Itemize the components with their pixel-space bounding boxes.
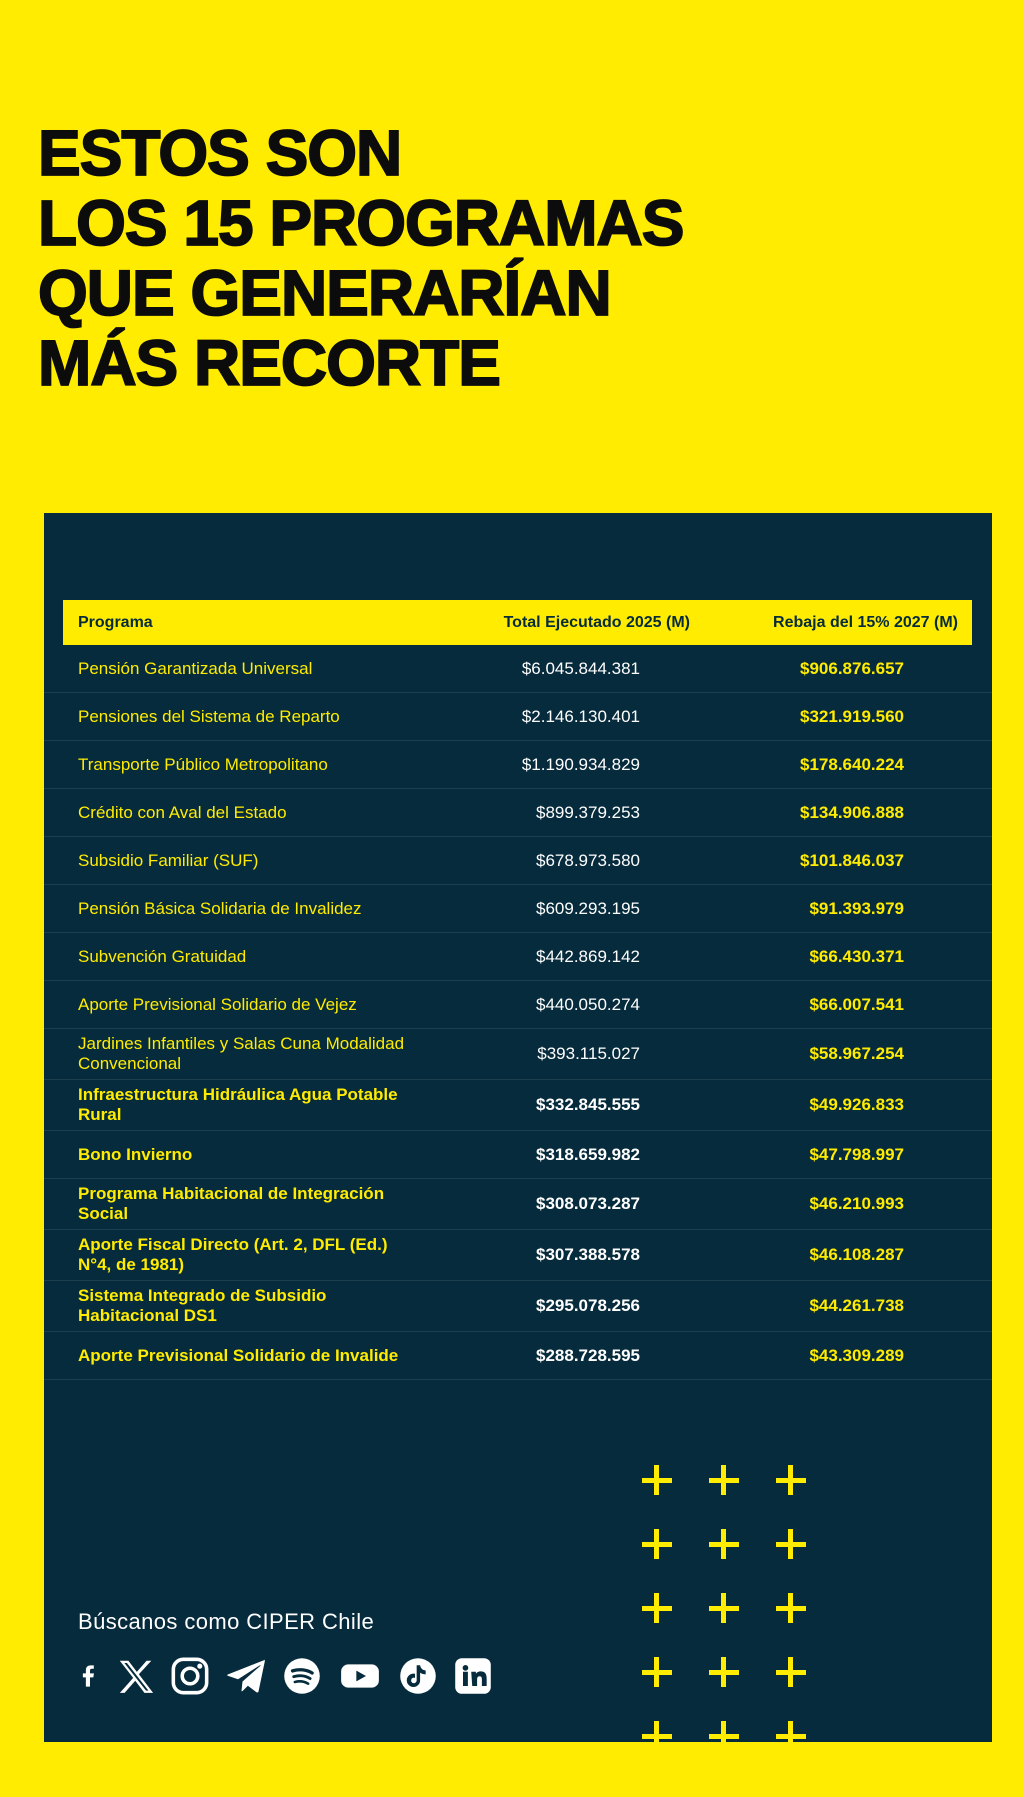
cell-rebaja: $91.393.979 [809,898,904,918]
facebook-icon[interactable] [78,1656,102,1696]
cell-ejecutado: $332.845.555 [536,1095,640,1114]
social-caption: Búscanos como CIPER Chile [78,1609,375,1634]
cell-programa: Subvención Gratuidad [78,946,247,966]
col-header-ejecutado: Total Ejecutado 2025 (M) [503,613,690,631]
table-header [63,600,972,645]
cell-rebaja: $46.210.993 [809,1194,904,1213]
cell-programa: Aporte Previsional Solidario de Vejez [78,994,357,1014]
plus-icon [776,1529,806,1559]
telegram-icon[interactable] [225,1655,267,1697]
table-row [44,789,992,837]
table-row [44,837,992,885]
plus-icon [776,1465,806,1495]
cell-programa: Aporte Previsional Solidario de Invalide [78,1345,399,1365]
table-row [44,1179,992,1230]
cell-rebaja: $66.007.541 [809,994,904,1014]
title-line: QUE GENERARÍAN [38,257,611,329]
table-row [44,1131,992,1179]
plus-icon [776,1593,806,1623]
table-row [44,1029,992,1080]
plus-icon [709,1529,739,1559]
plus-icon [709,1593,739,1623]
cell-ejecutado: $1.190.934.829 [521,754,640,774]
plus-icon [642,1593,672,1623]
cell-ejecutado: $6.045.844.381 [521,658,640,678]
plus-icon [642,1465,672,1495]
table-row [44,1230,992,1281]
social-icons-row [78,1655,493,1697]
title-line: LOS 15 PROGRAMAS [38,187,684,259]
cell-ejecutado: $308.073.287 [536,1194,640,1213]
cell-ejecutado: $393.115.027 [537,1044,640,1063]
plus-decoration [623,1448,824,1742]
cell-rebaja: $134.906.888 [800,802,904,822]
spotify-icon[interactable] [282,1656,322,1696]
title-line: MÁS RECORTE [38,327,500,399]
tiktok-icon[interactable] [398,1656,438,1696]
table-row [44,645,992,693]
table-row [44,1332,992,1380]
plus-icon [776,1657,806,1687]
table-panel [44,513,992,1742]
plus-icon [709,1657,739,1687]
cell-rebaja: $49.926.833 [809,1095,904,1114]
table-row [44,741,992,789]
cell-programa: Jardines Infantiles y Salas Cuna Modalidad Convencional [78,1034,405,1073]
footer [78,1609,493,1697]
cell-programa: Sistema Integrado de Subsidio Habitacional DS1 [78,1286,327,1325]
table-row [44,981,992,1029]
cell-rebaja: $58.967.254 [809,1044,904,1063]
table-row [44,885,992,933]
cell-ejecutado: $307.388.578 [536,1245,640,1264]
cell-rebaja: $66.430.371 [809,946,904,966]
cell-ejecutado: $440.050.274 [536,994,640,1014]
linkedin-icon[interactable] [453,1656,493,1696]
cell-ejecutado: $899.379.253 [536,802,640,822]
cell-rebaja: $321.919.560 [800,706,904,726]
cell-programa: Infraestructura Hidráulica Agua Potable Rural [78,1085,398,1124]
cell-programa: Subsidio Familiar (SUF) [78,850,259,870]
cell-rebaja: $46.108.287 [809,1245,904,1264]
table-row [44,1080,992,1131]
cell-rebaja: $178.640.224 [800,754,904,774]
youtube-icon[interactable] [337,1656,383,1696]
plus-icon [642,1657,672,1687]
cell-programa: Pensiones del Sistema de Reparto [78,706,340,726]
cell-programa: Pensión Garantizada Universal [78,658,313,678]
cell-ejecutado: $288.728.595 [536,1345,640,1365]
cell-programa: Pensión Básica Solidaria de Invalidez [78,898,362,918]
cell-ejecutado: $442.869.142 [536,946,640,966]
cell-programa: Programa Habitacional de Integración Social [78,1184,385,1223]
table-row [44,693,992,741]
cell-rebaja: $43.309.289 [809,1345,904,1365]
cell-ejecutado: $295.078.256 [536,1296,640,1315]
cell-rebaja: $44.261.738 [809,1296,904,1315]
table-body [44,645,992,1380]
plus-icon [709,1721,739,1742]
instagram-icon[interactable] [170,1656,210,1696]
cell-programa: Bono Invierno [78,1144,193,1164]
table-row [44,1281,992,1332]
title-line: ESTOS SON [38,117,402,189]
col-header-programa: Programa [78,613,153,631]
cell-ejecutado: $318.659.982 [536,1144,640,1164]
cell-rebaja: $101.846.037 [800,850,904,870]
x-twitter-icon[interactable] [117,1657,155,1695]
cell-programa: Aporte Fiscal Directo (Art. 2, DFL (Ed.) N°4, de 1981) [78,1235,388,1274]
table-row [44,933,992,981]
cell-ejecutado: $609.293.195 [536,898,640,918]
cell-rebaja: $47.798.997 [809,1144,904,1164]
cell-ejecutado: $678.973.580 [536,850,640,870]
cell-rebaja: $906.876.657 [800,658,904,678]
cell-programa: Crédito con Aval del Estado [78,802,287,822]
cell-programa: Transporte Público Metropolitano [78,754,328,774]
plus-icon [776,1721,806,1742]
plus-icon [642,1721,672,1742]
plus-icon [709,1465,739,1495]
cell-ejecutado: $2.146.130.401 [521,706,640,726]
plus-icon [642,1529,672,1559]
col-header-rebaja: Rebaja del 15% 2027 (M) [773,613,958,631]
page-title [38,118,683,398]
